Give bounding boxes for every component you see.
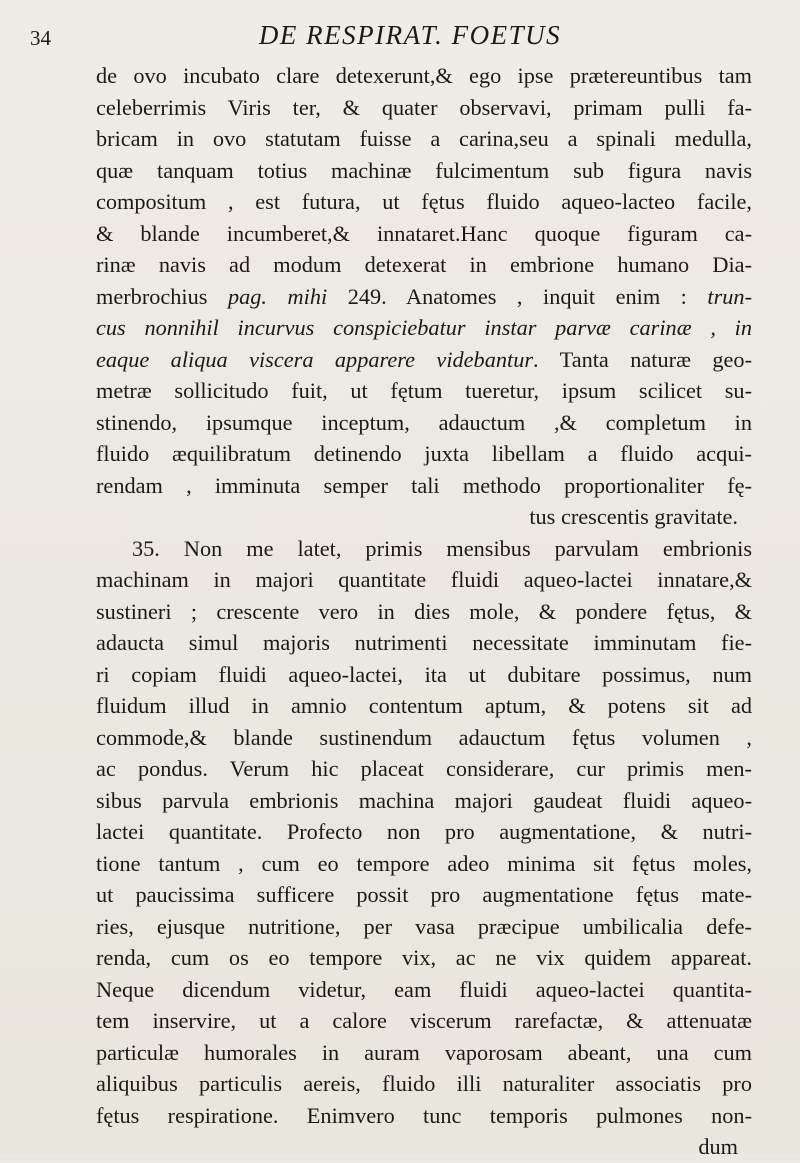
text-line xyxy=(96,1037,752,1069)
text-segment: ries, ejusque nutritione, per vasa præcipue umbilicalia defe- xyxy=(96,913,752,939)
text-segment: celeberrimis Viris ter, & quater observavi, primam pulli fa- xyxy=(96,94,752,120)
text-line xyxy=(96,344,752,376)
text-line xyxy=(96,1068,752,1100)
text-line xyxy=(96,690,752,722)
text-line xyxy=(96,911,752,943)
text-line xyxy=(96,155,752,187)
text-segment: renda, cum os eo tempore vix, ac ne vix quidem appareat. xyxy=(96,945,752,970)
text-segment: commode,& blande sustinendum adauctum fętus volumen , xyxy=(96,724,752,750)
text-segment: ut paucissima sufficere possit pro augmentatione fętus mate- xyxy=(96,882,752,907)
body-text xyxy=(96,60,752,1163)
text-segment: tem inservire, ut a calore viscerum rarefactæ, & attenuatæ xyxy=(96,1008,752,1033)
text-line xyxy=(96,753,752,785)
text-line xyxy=(96,942,752,974)
text-segment: tione tantum , cum eo tempore adeo minima sit fętus moles, xyxy=(96,850,752,876)
text-line xyxy=(96,564,752,596)
text-line xyxy=(96,879,752,911)
text-line xyxy=(96,281,752,313)
text-segment: sibus parvula embrionis machina majori gaudeat fluidi aqueo- xyxy=(96,787,752,813)
text-segment: 35. Non me latet, primis mensibus parvulam embrionis xyxy=(132,535,752,561)
text-segment: ac pondus. Verum hic placeat considerare, cur primis men- xyxy=(96,756,752,781)
italic-text: eaque aliqua viscera apparere videbantur xyxy=(96,346,534,372)
text-segment: rendam , imminuta semper tali methodo proportionaliter fę- xyxy=(96,472,752,498)
text-segment: dum xyxy=(698,1134,738,1159)
text-segment: particulæ humorales in auram vaporosam abeant, una cum xyxy=(96,1039,752,1065)
text-line xyxy=(96,1131,752,1163)
text-segment: fluidum illud in amnio contentum aptum, & potens sit ad xyxy=(96,693,752,718)
text-line xyxy=(96,470,752,502)
text-line xyxy=(96,1100,752,1132)
text-line xyxy=(96,375,752,407)
text-line xyxy=(96,123,752,155)
text-segment: & blande incumberet,& innataret.Hanc quoque figuram ca- xyxy=(96,220,752,246)
text-line xyxy=(96,501,752,533)
text-line xyxy=(96,627,752,659)
text-segment: quæ tanquam totius machinæ fulcimentum sub figura navis xyxy=(96,157,752,183)
italic-text: pag. mihi xyxy=(227,283,328,309)
text-line xyxy=(96,218,752,250)
text-line xyxy=(96,438,752,470)
text-segment: metræ sollicitudo fuit, ut fętum tueretur, ipsum scilicet su- xyxy=(96,378,752,403)
text-segment: merbrochius xyxy=(96,283,228,309)
page-header xyxy=(30,14,750,54)
text-segment: fętus respiratione. Enimvero tunc temporis pulmones non- xyxy=(96,1102,752,1128)
text-segment: compositum , est futura, ut fętus fluido aqueo-lacteo facile, xyxy=(96,189,752,214)
text-line xyxy=(96,533,752,565)
text-line xyxy=(96,848,752,880)
running-head: DE RESPIRAT. FOETUS xyxy=(258,20,562,50)
text-line xyxy=(96,407,752,439)
text-line xyxy=(96,312,752,344)
text-segment: lactei quantitate. Profecto non pro augmentatione, & nutri- xyxy=(96,819,752,844)
italic-text: trun- xyxy=(707,283,752,309)
text-line xyxy=(96,596,752,628)
text-segment: fluido æquilibratum detinendo juxta libellam a fluido acqui- xyxy=(96,441,752,466)
text-segment: rinæ navis ad modum detexerat in embrione humano Dia- xyxy=(96,252,752,277)
text-line xyxy=(96,186,752,218)
text-segment: stinendo, ipsumque inceptum, adauctum ,& completum in xyxy=(96,409,752,435)
text-segment: 249. Anatomes , inquit enim : xyxy=(327,283,708,309)
text-segment: machinam in majori quantitate fluidi aqueo-lactei innatare,& xyxy=(96,567,752,592)
text-line xyxy=(96,92,752,124)
italic-text: cus nonnihil incurvus conspiciebatur instar parvæ carinæ , in xyxy=(96,315,752,340)
text-line xyxy=(96,722,752,754)
page-number: 34 xyxy=(30,26,51,50)
text-segment: aliquibus particulis aereis, fluido illi naturaliter associatis pro xyxy=(96,1071,752,1096)
text-segment: de ovo incubato clare detexerunt,& ego ipse prætereuntibus tam xyxy=(96,63,752,88)
text-line xyxy=(96,974,752,1006)
text-line xyxy=(96,785,752,817)
text-segment: . Tanta naturæ geo- xyxy=(533,346,752,372)
text-segment: bricam in ovo statutam fuisse a carina,seu a spinali medulla, xyxy=(96,126,752,151)
text-line xyxy=(96,1005,752,1037)
text-segment: Neque dicendum videtur, eam fluidi aqueo-lactei quantita- xyxy=(96,976,752,1002)
text-line xyxy=(96,659,752,691)
text-segment: adaucta simul majoris nutrimenti necessitate imminutam fie- xyxy=(96,630,752,655)
text-line xyxy=(96,249,752,281)
text-segment: tus crescentis gravitate. xyxy=(529,504,738,529)
text-segment: sustineri ; crescente vero in dies mole, & pondere fętus, & xyxy=(96,598,752,624)
text-segment: ri copiam fluidi aqueo-lactei, ita ut dubitare possimus, num xyxy=(96,661,752,687)
text-line xyxy=(96,816,752,848)
text-line xyxy=(96,60,752,92)
